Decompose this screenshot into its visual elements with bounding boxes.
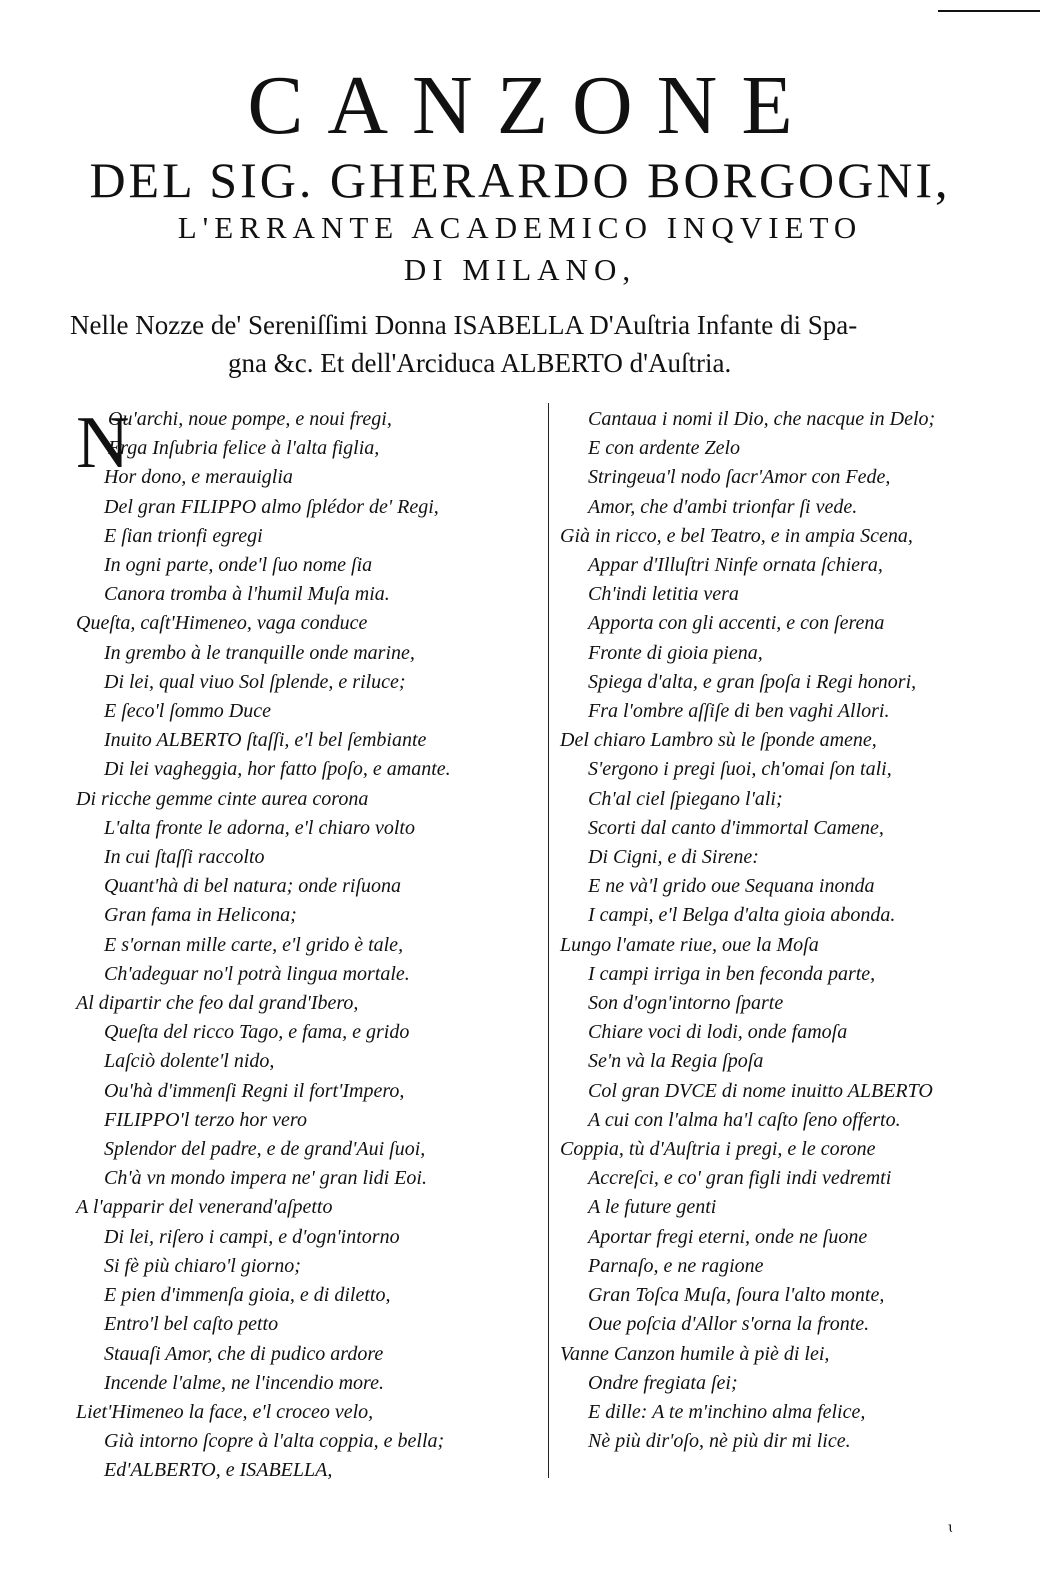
- verse-line: In cui ſtaſſi raccolto: [104, 846, 265, 869]
- verse-line: Ch'al ciel ſpiegano l'ali;: [588, 787, 783, 810]
- verse-line: Fra l'ombre aſſiſe di ben vaghi Allori.: [588, 700, 890, 723]
- verse-line: Del chiaro Lambro sù le ſponde amene,: [560, 729, 877, 752]
- city-line: DI MILANO,: [403, 252, 637, 287]
- verse-line: FILIPPO'l terzo hor vero: [104, 1108, 307, 1131]
- verse-line: Cantaua i nomi il Dio, che nacque in Delo;: [588, 408, 936, 430]
- verse-line: E pien d'immenſa gioia, e di diletto,: [104, 1284, 391, 1307]
- verse-line: E con ardente Zelo: [588, 437, 741, 460]
- verse-line: Chiare voci di lodi, onde famoſa: [588, 1021, 848, 1044]
- verse-line: Vanne Canzon humile à piè di lei,: [560, 1342, 830, 1365]
- dedication: [0, 306, 1040, 382]
- verse-line: Del gran FILIPPO almo ſplédor de' Regi,: [104, 495, 439, 518]
- verse-line: Di lei vagheggia, hor fatto ſpoſo, e amante.: [104, 758, 451, 781]
- verse-line: Queſta, caſt'Himeneo, vaga conduce: [76, 612, 368, 635]
- right-column: [560, 405, 1030, 1456]
- verse-line: Ondre fregiata ſei;: [588, 1371, 738, 1394]
- dedication-line-1: Nelle Nozze de' Sereniſſimi Donna ISABELLA D'Auſtria Infante di Spa-: [70, 310, 858, 340]
- verse-line: Entro'l bel caſto petto: [104, 1313, 279, 1336]
- verse-line: Lungo l'amate riue, oue la Moſa: [560, 933, 819, 956]
- verse-line: Canora tromba à l'humil Muſa mia.: [104, 583, 390, 606]
- verse-line: I campi irriga in ben feconda parte,: [588, 962, 876, 985]
- verse-line: Già intorno ſcopre à l'alta coppia, e bella;: [104, 1430, 445, 1453]
- verse-line: E s'ornan mille carte, e'l grido è tale,: [104, 933, 404, 956]
- verse-line: Di Cigni, e di Sirene:: [588, 846, 759, 869]
- verse-line: Oue poſcia d'Allor s'orna la fronte.: [588, 1313, 870, 1336]
- verse-line: Si fè più chiaro'l giorno;: [104, 1254, 301, 1277]
- verse-line: Ch'à vn mondo impera ne' gran lidi Eoi.: [104, 1167, 427, 1190]
- verse-line: S'ergono i pregi ſuoi, ch'omai ſon tali,: [588, 758, 892, 781]
- verse-line: Scorti dal canto d'immortal Camene,: [588, 816, 884, 839]
- verse-line: Spiega d'alta, e gran ſpoſa i Regi honori,: [588, 670, 917, 693]
- verse-line: Inuito ALBERTO ſtaſſi, e'l bel ſembiante: [104, 729, 427, 752]
- verse-line: Laſciò dolente'l nido,: [104, 1050, 275, 1073]
- author-line: DEL SIG. GHERARDO BORGOGNI,: [89, 152, 951, 208]
- verse-line: Son d'ogn'intorno ſparte: [588, 992, 784, 1015]
- verse-line: Apporta con gli accenti, e con ſerena: [588, 612, 885, 635]
- verse-line: Ch'adeguar no'l potrà lingua mortale.: [104, 962, 410, 985]
- verse-line: E ſeco'l ſommo Duce: [104, 700, 272, 723]
- verse-line: Amor, che d'ambi trionfar ſi vede.: [588, 495, 858, 518]
- verse-line: Stringeua'l nodo ſacr'Amor con Fede,: [588, 466, 891, 489]
- verse-line: Al dipartir che feo dal grand'Ibero,: [76, 992, 359, 1015]
- column-divider: [548, 403, 549, 1478]
- verse-line: Già in ricco, e bel Teatro, e in ampia Scena,: [560, 524, 913, 547]
- verse-line: Col gran DVCE di nome inuitto ALBERTO: [588, 1079, 933, 1102]
- verse-line: Ou'archi, noue pompe, e noui fregi,: [108, 408, 392, 430]
- verse-line: Appar d'Illuſtri Ninfe ornata ſchiera,: [588, 554, 883, 577]
- verse-line: Accreſci, e co' gran figli indi vedremti: [588, 1167, 892, 1190]
- verse-line: E ſian trionfi egregi: [104, 524, 263, 547]
- verse-line: Ed'ALBERTO, e ISABELLA,: [104, 1459, 333, 1482]
- verse-line: Gran Toſca Muſa, ſoura l'alto monte,: [588, 1284, 885, 1307]
- top-corner-rule: [938, 0, 1040, 12]
- verse-line: Nè più dir'oſo, nè più dir mi lice.: [588, 1430, 851, 1453]
- verse-line: E dille: A te m'inchino alma felice,: [588, 1400, 866, 1423]
- verse-line: A l'apparir del venerand'aſpetto: [76, 1196, 333, 1219]
- verse-line: Queſta del ricco Tago, e fama, e grido: [104, 1021, 410, 1044]
- verse-line: E ne và'l grido oue Sequana inonda: [588, 875, 875, 898]
- verse-line: Erga Inſubria felice à l'alta figlia,: [108, 437, 380, 460]
- verse-line: Liet'Himeneo la face, e'l croceo velo,: [76, 1400, 374, 1423]
- page-title: CANZONE: [247, 59, 817, 152]
- drop-cap: N: [76, 402, 130, 484]
- verse-line: Coppia, tù d'Auſtria i pregi, e le corone: [560, 1138, 876, 1161]
- title-block: [0, 60, 1040, 382]
- verse-line: Ch'indi letitia vera: [588, 583, 739, 606]
- verse-line: Fronte di gioia piena,: [588, 641, 763, 664]
- verse-line: A le future genti: [588, 1196, 717, 1219]
- page-mark: ɩ: [948, 1520, 954, 1536]
- verse-line: L'alta fronte le adorna, e'l chiaro volto: [104, 816, 415, 839]
- verse-line: Hor dono, e merauiglia: [104, 466, 293, 489]
- verse-line: In grembo à le tranquille onde marine,: [104, 641, 415, 664]
- verse-line: Ou'hà d'immenſi Regni il fort'Impero,: [104, 1079, 405, 1102]
- verse-line: A cui con l'alma ha'l caſto ſeno offerto.: [588, 1108, 901, 1131]
- verse-line: Splendor del padre, e de grand'Aui ſuoi,: [104, 1138, 426, 1161]
- verse-line: Stauaſi Amor, che di pudico ardore: [104, 1342, 384, 1365]
- verse-line: Parnaſo, e ne ragione: [588, 1254, 764, 1277]
- society-line: L'ERRANTE ACADEMICO INQVIETO: [177, 210, 863, 245]
- verse-line: I campi, e'l Belga d'alta gioia abonda.: [588, 904, 896, 927]
- verse-line: Aportar fregi eterni, onde ne ſuone: [588, 1225, 868, 1248]
- verse-line: Incende l'alme, ne l'incendio more.: [104, 1371, 384, 1394]
- verse-line: In ogni parte, onde'l ſuo nome ſia: [104, 554, 373, 577]
- verse-line: Di lei, qual viuo Sol ſplende, e riluce;: [104, 670, 406, 693]
- verse-line: Di lei, riſero i campi, e d'ogn'intorno: [104, 1225, 400, 1248]
- verse-line: Se'n và la Regia ſpoſa: [588, 1050, 764, 1073]
- left-column: [76, 402, 546, 1486]
- verse-line: Quant'hà di bel natura; onde riſuona: [104, 875, 402, 898]
- verse-line: Gran fama in Helicona;: [104, 904, 297, 927]
- dedication-line-2: gna &c. Et dell'Arciduca ALBERTO d'Auſtria.: [228, 348, 732, 378]
- verse-line: Di ricche gemme cinte aurea corona: [76, 787, 369, 810]
